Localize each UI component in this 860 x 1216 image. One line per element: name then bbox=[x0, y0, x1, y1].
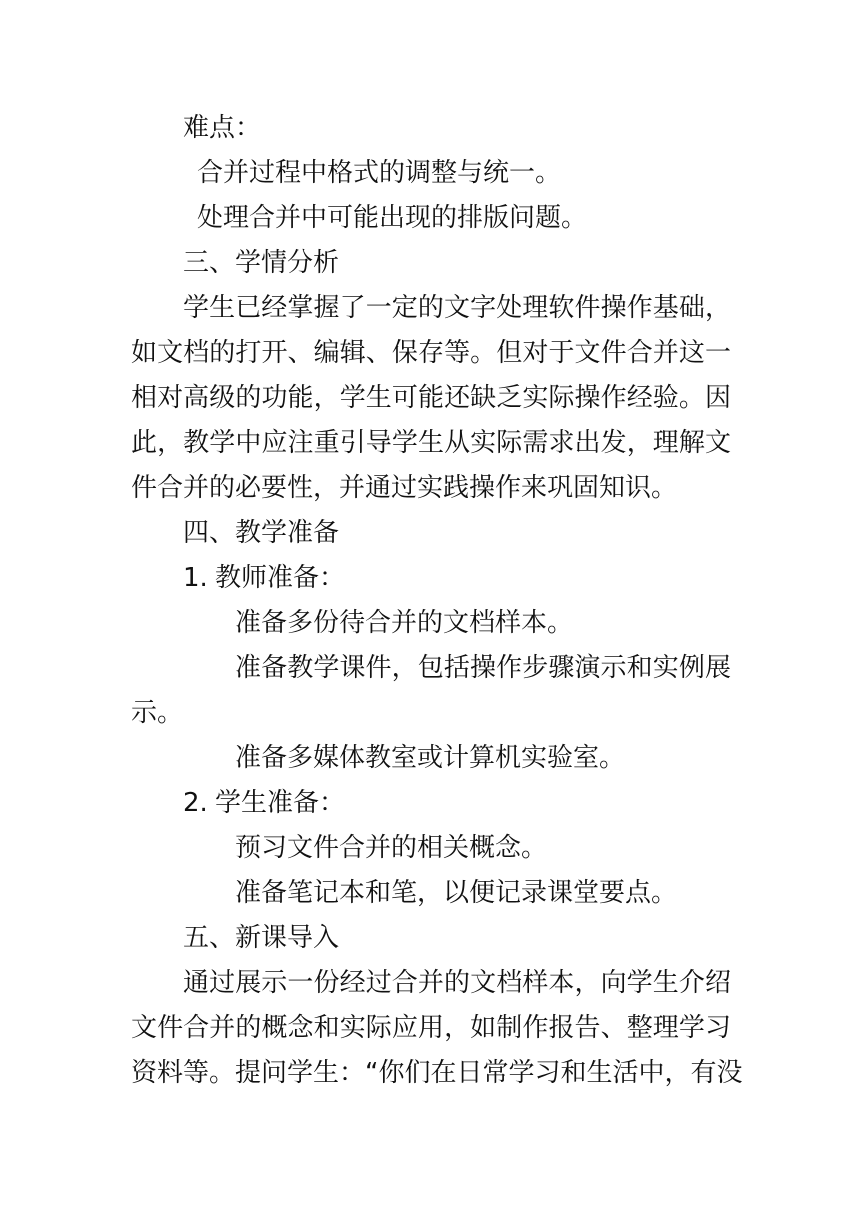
list-item: 准备教学课件，包括操作步骤演示和实例展 bbox=[235, 653, 731, 683]
paragraph-line: 学生已经掌握了一定的文字处理软件操作基础， bbox=[183, 293, 731, 323]
paragraph-line: 通过展示一份经过合并的文档样本，向学生介绍 bbox=[183, 968, 731, 998]
paragraph-line: 资料等。提问学生：“你们在日常学习和生活中，有没 bbox=[131, 1058, 743, 1088]
difficulty-heading: 难点： bbox=[183, 113, 262, 143]
list-item: 准备笔记本和笔，以便记录课堂要点。 bbox=[235, 878, 678, 908]
section-heading-learning-analysis: 三、学情分析 bbox=[183, 248, 340, 278]
list-item: 预习文件合并的相关概念。 bbox=[235, 833, 548, 863]
list-item: 准备多份待合并的文档样本。 bbox=[235, 608, 574, 638]
paragraph-line: 相对高级的功能，学生可能还缺乏实际操作经验。因 bbox=[131, 383, 731, 413]
paragraph-line: 此，教学中应注重引导学生从实际需求出发，理解文 bbox=[131, 428, 731, 458]
section-heading-teaching-preparation: 四、教学准备 bbox=[183, 518, 340, 548]
list-label: 教师准备： bbox=[215, 563, 346, 593]
paragraph-line: 如文档的打开、编辑、保存等。但对于文件合并这一 bbox=[131, 338, 731, 368]
section-heading-new-lesson: 五、新课导入 bbox=[183, 923, 340, 953]
difficulty-item: 合并过程中格式的调整与统一。 bbox=[197, 158, 562, 188]
teacher-preparation-heading bbox=[183, 560, 345, 596]
list-number: 1. bbox=[183, 563, 208, 593]
list-item: 准备多媒体教室或计算机实验室。 bbox=[235, 743, 626, 773]
student-preparation-heading bbox=[183, 785, 345, 821]
list-number: 2. bbox=[183, 788, 208, 818]
list-item-continuation: 示。 bbox=[131, 698, 184, 728]
paragraph-line: 件合并的必要性，并通过实践操作来巩固知识。 bbox=[131, 473, 678, 503]
difficulty-item: 处理合并中可能出现的排版问题。 bbox=[197, 203, 588, 233]
list-label: 学生准备： bbox=[215, 788, 346, 818]
paragraph-line: 文件合并的概念和实际应用，如制作报告、整理学习 bbox=[131, 1013, 731, 1043]
